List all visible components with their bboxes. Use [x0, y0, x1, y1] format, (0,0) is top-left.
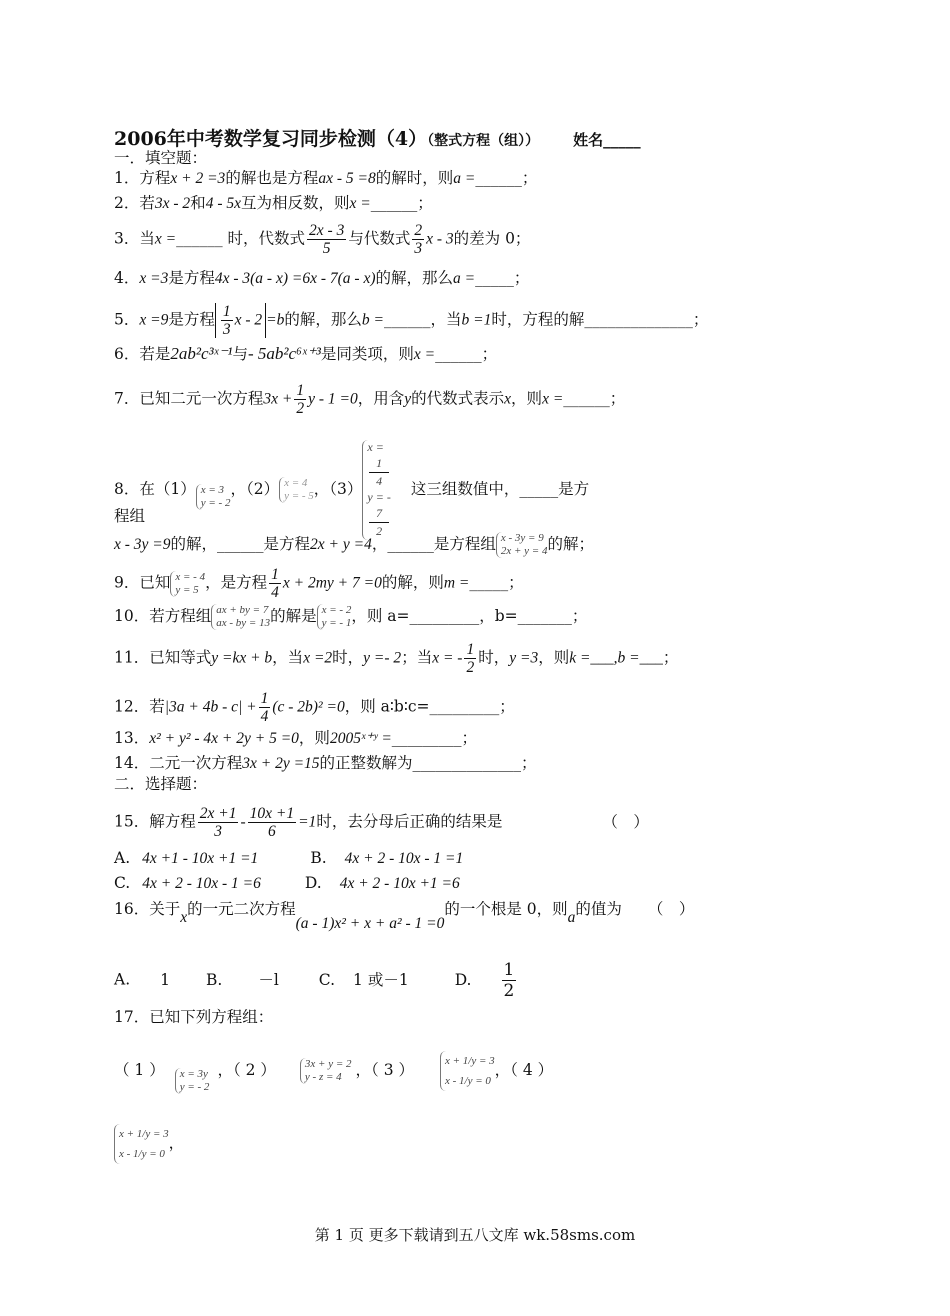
text-run: y =kx + b — [211, 649, 273, 667]
text-run: 2．若 — [114, 194, 155, 212]
text-run: 的差为 0； — [453, 229, 531, 248]
text-run: 6．若是 — [114, 345, 171, 363]
equation-system — [170, 571, 205, 597]
question-15-options-ab — [114, 848, 463, 869]
equation-system — [279, 477, 314, 503]
text-run: x + 1/y = 3 — [445, 1055, 495, 1067]
text-run: ，则 — [298, 729, 330, 747]
text-run: y =3 — [509, 649, 539, 667]
text-run: x + 1/y = 3 — [119, 1128, 169, 1140]
text-run: a = — [453, 270, 476, 287]
text-run: ； — [662, 648, 679, 667]
text-run: 3x + y = 2 — [304, 1058, 352, 1070]
absolute-value — [215, 303, 266, 338]
text-run: x = 3y — [179, 1068, 208, 1080]
equation-system — [362, 440, 390, 540]
text-run: 的一个根是 0，则 — [444, 900, 568, 918]
text-run: x = 4 — [284, 477, 308, 489]
title-main: 2006年中考数学复习同步检测（4） — [114, 128, 428, 150]
question-10 — [114, 604, 587, 630]
question-6 — [114, 344, 497, 365]
text-run: D. — [304, 874, 322, 892]
text-run: _____； — [475, 269, 530, 287]
question-11 — [114, 641, 678, 676]
text-run: x — [504, 390, 512, 408]
text-run: 3 — [414, 240, 423, 257]
text-run: 14．二元一次方程 — [114, 754, 243, 772]
text-run — [367, 440, 390, 490]
text-run: 是方程 — [168, 269, 215, 287]
text-run: 1 — [160, 970, 170, 989]
text-run — [198, 805, 239, 840]
text-run: _____； — [469, 573, 524, 592]
text-run: ax - by = 13 — [216, 617, 271, 629]
text-run — [248, 805, 296, 840]
text-run: y - z = 4 — [304, 1071, 342, 1083]
text-run: 1 — [466, 641, 475, 658]
text-run: 的正整数解为______________； — [319, 754, 537, 772]
section-1-heading: 一．填空题： — [114, 149, 208, 167]
text-run: ，______是方程组 — [371, 535, 496, 553]
text-run: x = — [367, 440, 384, 454]
text-run: 2x + y = 4 — [500, 545, 548, 557]
text-run: ax + by = 7 — [216, 604, 269, 616]
text-run: x = 3 — [200, 484, 225, 496]
text-run: 2 — [503, 981, 515, 1001]
text-run: 4 — [271, 584, 279, 601]
text-run: 5． — [114, 310, 140, 329]
question-7 — [114, 382, 625, 417]
text-run: x - 2 — [234, 311, 263, 329]
text-run: 4 — [260, 708, 269, 725]
text-run: 13． — [114, 729, 150, 747]
equation-system — [211, 604, 270, 630]
text-run: 2ab²c³ˣ⁻¹ — [170, 344, 233, 363]
question-3 — [114, 222, 530, 257]
text-run: ，（ 3 ） — [355, 1061, 414, 1079]
text-run: 2005ˣ⁺ʸ = — [329, 730, 392, 747]
text-run: 10x +1 — [249, 805, 295, 822]
text-run: ，用含 — [357, 389, 405, 408]
text-run: ，（2） — [230, 480, 280, 498]
text-run: x - 3y = 9 — [500, 532, 544, 544]
text-run: 3 — [214, 823, 222, 840]
text-run: (c - 2b)² =0 — [272, 698, 345, 716]
text-run: y = - — [367, 490, 391, 504]
text-run: 1 — [369, 455, 388, 473]
text-run: ______，当 — [383, 310, 462, 329]
text-run: 4x +1 - 10x +1 =1 — [142, 850, 259, 867]
text-run: 8．在（1） — [114, 480, 196, 498]
question-15-options-cd — [114, 873, 460, 894]
text-run: ，则 — [511, 389, 543, 408]
text-run: =b — [266, 311, 285, 329]
text-run: - — [240, 813, 246, 831]
text-run: 7 — [369, 505, 388, 523]
text-run: 1 — [271, 566, 279, 583]
text-run: x - 1/y = 0 — [445, 1075, 491, 1087]
text-run: y =- 2 — [363, 649, 402, 667]
text-run: 的解时，则 — [375, 169, 454, 187]
text-run: ______； — [370, 194, 433, 212]
text-run: 1 — [222, 303, 231, 320]
text-run: D. — [454, 970, 472, 989]
text-run: x² + y² - 4x + 2y + 5 =0 — [149, 730, 299, 747]
text-run: 1 — [503, 960, 515, 980]
text-run: 与代数式 — [348, 229, 411, 248]
text-run: x = — [542, 390, 564, 408]
page-title — [114, 124, 641, 151]
text-run: 7．已知二元一次方程 — [114, 389, 264, 408]
text-run: 和 — [190, 194, 206, 212]
text-run: x + 2my + 7 =0 — [282, 574, 382, 592]
equation-system — [196, 484, 231, 510]
question-17: 17．已知下列方程组： — [114, 1008, 274, 1026]
text-run: 4x + 2 - 10x - 1 =1 — [344, 850, 464, 867]
text-run: ______； — [563, 389, 626, 408]
text-run: ，是方程 — [205, 573, 268, 592]
text-run: x = - — [432, 649, 463, 667]
text-run: 6 — [267, 823, 276, 840]
text-run: 2x +1 — [199, 805, 237, 822]
text-run: ，当 — [272, 648, 304, 667]
equation-system — [440, 1051, 495, 1091]
text-run: （ ） — [647, 900, 695, 918]
text-run: y - 1 =0 — [308, 390, 358, 408]
question-9 — [114, 566, 524, 601]
text-run: 4 - 5x — [205, 195, 241, 212]
text-run — [369, 455, 388, 490]
text-run: x =3 — [139, 270, 169, 287]
text-run: 与 — [232, 345, 248, 363]
text-run: k =___,b =___ — [569, 649, 663, 667]
text-run: 时，去分母后正确的结果是 — [316, 812, 503, 831]
text-run: x = — [154, 230, 177, 248]
text-run: 的解； — [547, 535, 594, 553]
question-1 — [114, 168, 537, 189]
name-label: 姓名_____ — [573, 131, 641, 149]
equation-system — [175, 1068, 210, 1094]
text-run: （ 1 ） — [114, 1061, 165, 1079]
question-14 — [114, 753, 537, 774]
text-run — [502, 960, 517, 1001]
text-run: C. — [318, 970, 336, 989]
text-run: |3a + 4b - c| + — [164, 698, 257, 716]
text-run: 2x - 3 — [309, 222, 345, 239]
question-4 — [114, 268, 529, 289]
text-run: x = — [413, 346, 436, 363]
text-run: x - 3 — [426, 230, 454, 248]
text-run: b =1 — [461, 311, 492, 329]
text-run: 12．若 — [114, 697, 165, 716]
text-run: 时，方程的解______________； — [491, 310, 709, 329]
equation-system — [114, 1124, 169, 1164]
text-run: A. — [114, 970, 131, 989]
text-run: 的解是 — [270, 607, 317, 625]
text-run: y = - 1 — [321, 617, 352, 629]
text-run — [221, 303, 233, 338]
question-17-system-4 — [114, 1124, 184, 1164]
question-8-line2 — [114, 532, 594, 558]
question-12 — [114, 690, 515, 725]
text-run: 1 或－1 — [353, 970, 409, 989]
text-run — [464, 641, 476, 676]
section-2-heading: 二．选择题： — [114, 775, 208, 793]
page-footer: 第 1 页 更多下载请到五八文库 wk.58sms.com — [314, 1226, 636, 1244]
text-run: C. — [114, 874, 131, 892]
text-run: x — [180, 909, 188, 926]
text-run: 2 — [414, 222, 423, 239]
text-run: 16．关于 — [114, 900, 181, 918]
text-run: 的解，那么 — [375, 269, 454, 287]
question-16 — [114, 899, 695, 932]
text-run: 的解也是方程 — [225, 169, 319, 187]
text-run: x =9 — [139, 311, 169, 329]
text-run: （ ） — [602, 812, 649, 831]
text-run: 3．当 — [114, 229, 155, 248]
text-run: x - 3y =9 — [114, 536, 171, 553]
text-run: x = - 4 — [175, 570, 206, 583]
text-run: ，则 — [538, 648, 570, 667]
question-5 — [114, 303, 708, 338]
text-run: ______； — [475, 169, 538, 187]
question-15 — [114, 805, 649, 840]
text-run: =1 — [298, 813, 317, 831]
text-run: ，（ 2 ） — [217, 1061, 276, 1079]
text-run: x = - 2 — [321, 604, 352, 616]
text-run: 4x + 2 - 10x - 1 =6 — [142, 875, 261, 892]
text-run: 9．已知 — [114, 573, 171, 592]
fraction — [412, 222, 424, 257]
text-run: 2x + y =4 — [310, 536, 372, 553]
text-run: B. — [206, 970, 223, 989]
text-run: ax - 5 =8 — [318, 170, 376, 187]
text-run: y = 5 — [175, 583, 199, 596]
text-run: 3 — [222, 321, 231, 338]
text-run: 这三组数值中，_____是方 — [410, 480, 590, 498]
text-run: 3x + 2y =15 — [242, 755, 320, 772]
text-run: 3x + — [263, 390, 293, 408]
question-17-systems — [114, 1048, 553, 1094]
text-run: 3x - 2 — [154, 195, 191, 212]
text-run: 15．解方程 — [114, 812, 196, 831]
text-run: x = — [349, 195, 371, 212]
text-run: y = - 2 — [179, 1081, 210, 1093]
text-run: x =2 — [303, 649, 333, 667]
text-run: 4x + 2 - 10x +1 =6 — [339, 875, 460, 892]
text-run: 互为相反数，则 — [240, 194, 350, 212]
text-run: 5 — [322, 240, 331, 257]
text-run: 时， — [478, 648, 510, 667]
text-run: 2 — [376, 524, 383, 538]
text-run: y = - 5 — [284, 490, 314, 502]
text-run: x - 1/y = 0 — [119, 1148, 165, 1160]
text-run: a — [567, 909, 576, 926]
text-run: ______； — [435, 345, 498, 363]
text-run: 4x - 3(a - x) =6x - 7(a - x) — [214, 270, 376, 287]
text-run: 的解，______是方程 — [170, 535, 311, 553]
text-run: ，则 a∶b∶c=_________； — [344, 697, 515, 716]
question-8 — [114, 440, 589, 540]
text-run: 2 — [466, 659, 475, 676]
text-run: b = — [361, 311, 384, 329]
text-run — [259, 690, 271, 725]
text-run: 的值为 — [575, 900, 622, 918]
text-run: 的一元二次方程 — [187, 900, 296, 918]
text-run: ；当 — [401, 648, 433, 667]
text-run: A. — [114, 849, 131, 867]
text-run: m = — [443, 574, 470, 592]
text-run: ，（ 4 ） — [494, 1061, 554, 1079]
text-run: 1 — [296, 382, 305, 399]
equation-system — [496, 532, 548, 558]
text-run: x + 2 =3 — [170, 170, 226, 187]
text-run: ，（3） — [313, 480, 363, 498]
text-run: y = - 2 — [200, 497, 231, 509]
text-run: _________； — [391, 729, 478, 747]
text-run: ， — [168, 1134, 185, 1152]
text-run: 是同类项，则 — [320, 345, 414, 363]
text-run: ，则 a=_________，b=_______； — [351, 607, 588, 625]
question-16-options — [114, 960, 518, 1001]
text-run: 的解，那么 — [284, 310, 362, 329]
text-run: 的解，则 — [381, 573, 444, 592]
text-run: ______ 时，代数式 — [176, 229, 306, 248]
text-run: 4． — [114, 269, 140, 287]
text-run: －l — [258, 970, 279, 989]
text-run: B. — [310, 849, 327, 867]
text-run: - 5ab²c⁶ˣ⁺³ — [248, 344, 321, 363]
question-8-cont: 程组 — [114, 507, 146, 525]
text-run: 是方程 — [168, 310, 215, 329]
text-run: 11．已知等式 — [114, 648, 212, 667]
text-run: a = — [453, 170, 476, 187]
text-run: 4 — [376, 474, 383, 488]
text-run: y — [404, 390, 412, 408]
equation-system — [317, 604, 352, 630]
question-2 — [114, 193, 433, 214]
fraction — [307, 222, 346, 257]
text-run — [269, 566, 281, 601]
text-run: 1．方程 — [114, 169, 171, 187]
text-run: 1 — [260, 690, 269, 707]
text-run: 的代数式表示 — [411, 389, 505, 408]
text-run: 时， — [332, 648, 364, 667]
text-run: 2 — [296, 400, 305, 417]
text-run — [294, 382, 306, 417]
title-sub: （整式方程（组）） — [427, 133, 540, 149]
text-run: 10．若方程组 — [114, 607, 212, 625]
text-run: (a - 1)x² + x + a² - 1 =0 — [295, 915, 445, 932]
question-13 — [114, 728, 477, 749]
equation-system — [300, 1058, 352, 1084]
